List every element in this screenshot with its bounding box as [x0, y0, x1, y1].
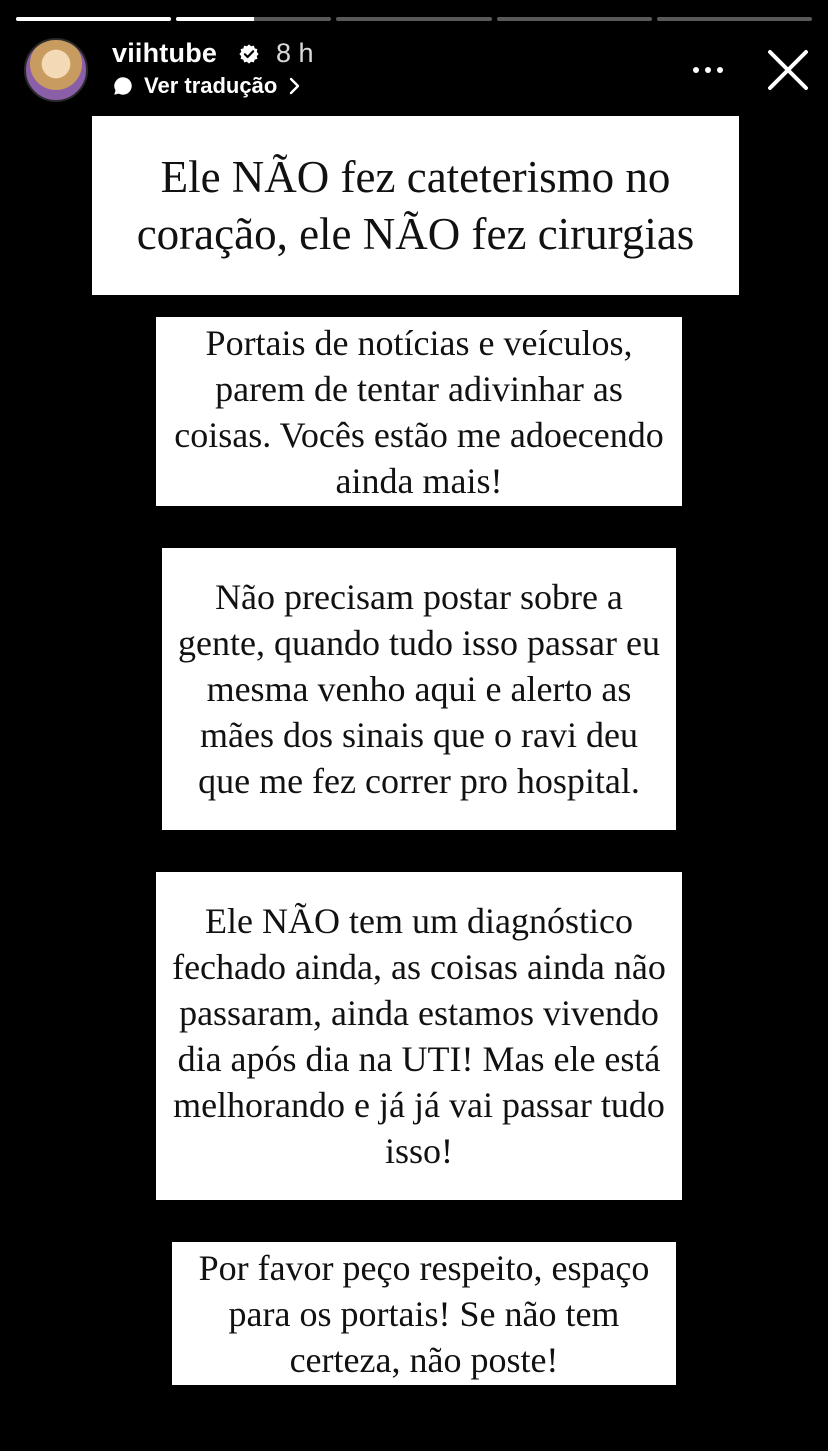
story-text-box-3 [162, 548, 676, 830]
progress-segment-5 [657, 17, 812, 21]
story-text-3: Não precisam postar sobre a gente, quando tudo isso passar eu mesma venho aqui e alerto as mães dos sinais que o ravi deu que me fez correr pro hospital. [178, 577, 660, 801]
translate-link[interactable] [112, 73, 301, 99]
story-text-box-5 [172, 1242, 676, 1385]
translate-label: Ver tradução [144, 73, 278, 98]
progress-segment-1 [16, 17, 171, 21]
progress-segment-4 [497, 17, 652, 21]
story-text-box-4 [156, 872, 682, 1200]
progress-segment-3 [336, 17, 491, 21]
post-time: 8 h [276, 38, 314, 68]
close-icon[interactable] [764, 46, 812, 94]
username[interactable]: viihtube [112, 38, 218, 68]
chevron-right-icon [287, 77, 301, 95]
avatar[interactable] [24, 38, 88, 102]
progress-segment-2 [176, 17, 331, 21]
speech-bubble-icon [112, 75, 134, 97]
story-text-box-1 [92, 116, 739, 295]
story-text-4: Ele NÃO tem um diagnóstico fechado ainda, as coisas ainda não passaram, ainda estamos vivendo dia após dia na UTI! Mas ele está melhorando e já já vai passar tudo isso! [172, 901, 666, 1171]
more-options-icon[interactable] [688, 58, 728, 82]
story-text-2: Portais de notícias e veículos, parem de tentar adivinhar as coisas. Vocês estão me adoecendo ainda mais! [174, 322, 664, 501]
story-text-box-2 [156, 317, 682, 506]
verified-badge-icon [238, 43, 260, 65]
story-progress-bar [16, 17, 812, 21]
story-text-5: Por favor peço respeito, espaço para os portais! Se não tem certeza, não poste! [198, 1247, 650, 1380]
story-text-1: Ele NÃO fez cateterismo no coração, ele NÃO fez cirurgias [136, 151, 695, 259]
